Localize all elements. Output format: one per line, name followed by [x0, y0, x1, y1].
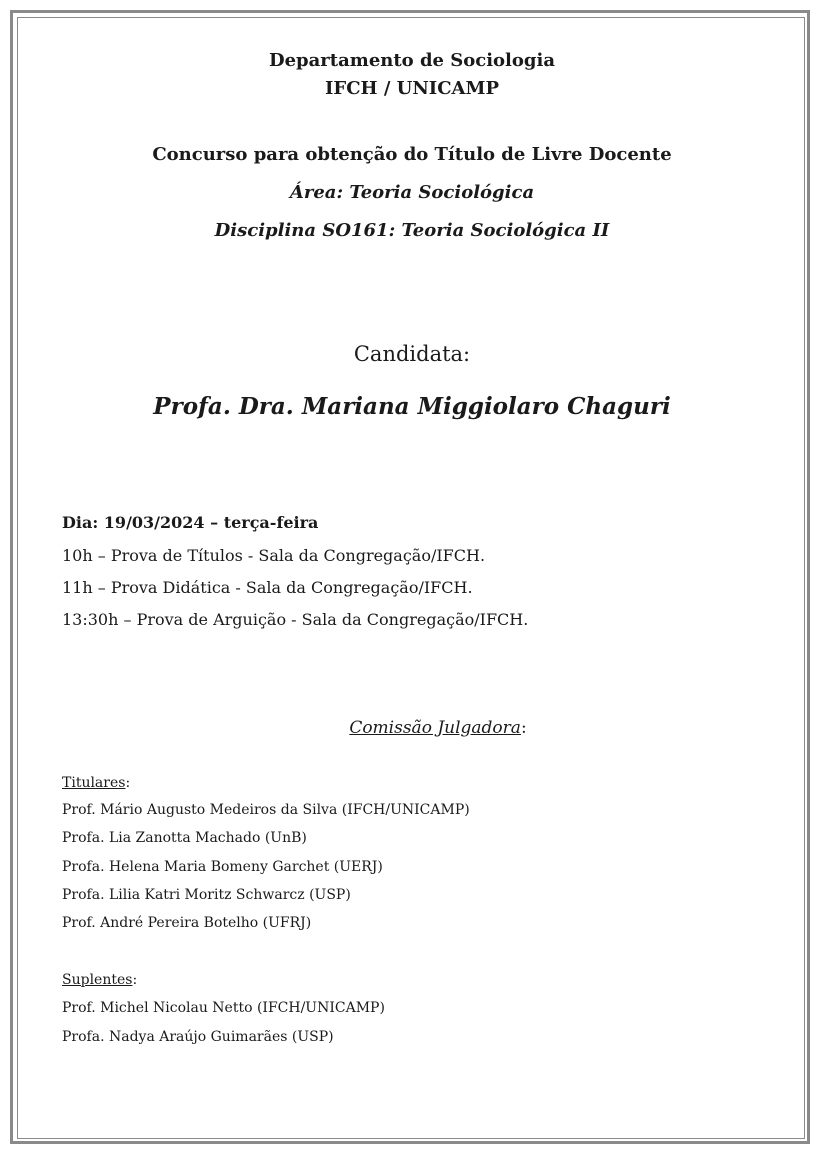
suplente-member: Prof. Michel Nicolau Netto (IFCH/UNICAMP)	[62, 1000, 385, 1016]
committee-heading	[0, 718, 824, 738]
titulares-label	[62, 775, 130, 791]
titulares-label-text: Titulares	[62, 775, 126, 791]
titular-member: Prof. Mário Augusto Medeiros da Silva (IFCH/UNICAMP)	[62, 802, 470, 818]
titular-member: Profa. Lilia Katri Moritz Schwarcz (USP)	[62, 887, 351, 903]
schedule-item: 10h – Prova de Títulos - Sala da Congregação/IFCH.	[62, 546, 486, 565]
candidate-label: Candidata:	[353, 342, 471, 366]
suplentes-label-text: Suplentes	[62, 972, 133, 988]
contest-title: Concurso para obtenção do Título de Livre Docente	[152, 144, 672, 165]
area-subtitle: Área: Teoria Sociológica	[289, 182, 535, 203]
suplente-member: Profa. Nadya Araújo Guimarães (USP)	[62, 1029, 334, 1045]
titulares-label-colon: :	[125, 775, 131, 791]
institution-heading: IFCH / UNICAMP	[325, 78, 499, 99]
suplentes-label-colon: :	[132, 972, 138, 988]
titular-member: Profa. Lia Zanotta Machado (UnB)	[62, 830, 307, 846]
department-heading: Departamento de Sociologia	[269, 50, 555, 71]
suplentes-label	[62, 972, 137, 988]
schedule-item: 11h – Prova Didática - Sala da Congregação/IFCH.	[62, 578, 473, 597]
discipline-subtitle: Disciplina SO161: Teoria Sociológica II	[214, 220, 610, 241]
titular-member: Prof. André Pereira Botelho (UFRJ)	[62, 915, 312, 931]
candidate-name: Profa. Dra. Mariana Miggiolaro Chaguri	[153, 393, 671, 420]
committee-title: Comissão Julgadora	[349, 718, 521, 738]
schedule-day: Dia: 19/03/2024 – terça-feira	[62, 513, 319, 532]
committee-title-colon: :	[520, 718, 527, 738]
titular-member: Profa. Helena Maria Bomeny Garchet (UERJ)	[62, 859, 383, 875]
schedule-item: 13:30h – Prova de Arguição - Sala da Congregação/IFCH.	[62, 610, 529, 629]
